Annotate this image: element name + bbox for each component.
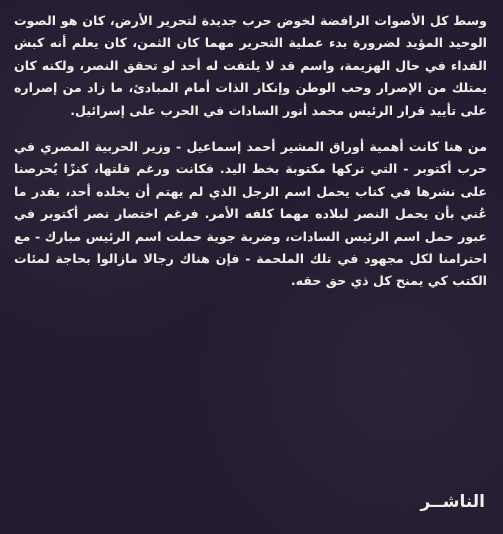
paragraph-1: وسط كل الأصوات الرافضة لخوض حرب جديدة لتحرير الأرض، كان هو الصوت الوحيد المؤيد لضرورة بدء عملية التحرير مهما كان الثمن، كان يعلم أنه كبش الفداء في حال الهزيمة، واسم قد لا يلتفت له أحد لو تحقق النصر، ولكنه كان يمتلك من الإصرار وحب الوطن وإنكار الذات أمام المبادئ، ما زاد من إصراره على تأييد قرار الرئيس محمد أنور السادات في الحرب على إسرائيل. [14, 13, 487, 118]
paragraph-2: من هنا كانت أهمية أوراق المشير أحمد إسماعيل - وزير الحربية المصري في حرب أكتوبر - التي تركها مكتوبة بخط اليد. فكانت ورغم قلتها، كنزًا يُحرصنا على نشرها في كتاب يحمل اسم الرجل الذي لم يهتم أن يخلده أحد، بقدر ما عُني بأن يحمل النصر لبلاده مهما كلفه الأمر. فرغم اختصار نصر أكتوبر في عبور حمل اسم الرئيس السادات، وضربة جوية حملت اسم الرئيس مبارك - مع احترامنا لكل مجهود في تلك الملحمة - فإن هناك رجالا مازالوا بحاجة لمئات الكتب كي يمنح كل ذي حق حقه. [14, 139, 487, 289]
publisher-signature: الناشــر [420, 492, 485, 512]
